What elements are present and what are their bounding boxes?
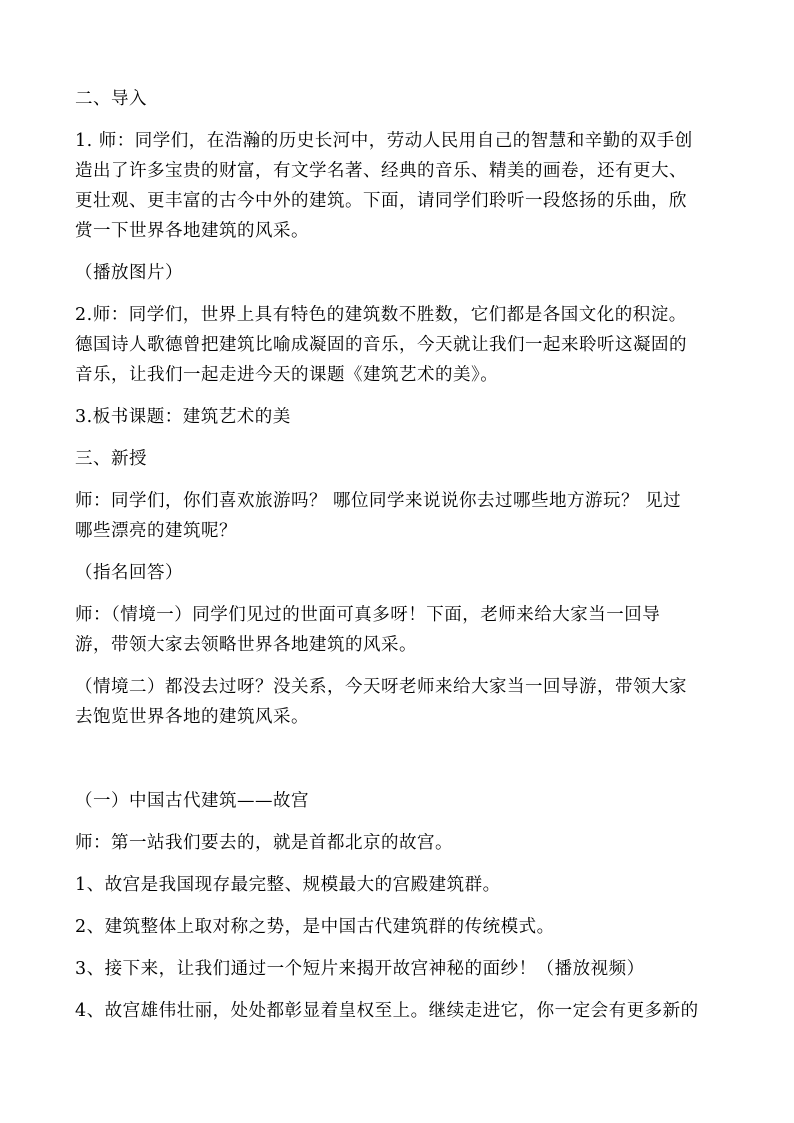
subsection-heading-forbidden-city: （一）中国古代建筑——故宫	[75, 791, 309, 811]
paragraph-name-answer: （指名回答）	[75, 563, 183, 583]
paragraph-teacher-architecture: 2.师：同学们，世界上具有特色的建筑数不胜数，它们都是各国文化的积淀。 德国诗人歌德曾把建筑比喻成凝固的音乐，今天就让我们一起来聆听这凝固的 音乐，让我们一起走进今天的课题《建筑艺术的美》。	[75, 305, 687, 385]
list-item-2: 2、建筑整体上取对称之势，是中国古代建筑群的传统模式。	[75, 917, 555, 937]
paragraph-scenario-one: 师：（情境一）同学们见过的世面可真多呀！下面，老师来给大家当一回导 游，带领大家去领略世界各地建筑的风采。	[75, 605, 661, 655]
blank-spacer	[75, 744, 723, 786]
section-heading-new-lesson: 三、新授	[75, 449, 147, 469]
document-page	[75, 84, 723, 1038]
list-item-4: 4、故宫雄伟壮丽，处处都彰显着皇权至上。继续走进它，你一定会有更多新的	[75, 1001, 699, 1021]
paragraph-board-topic: 3.板书课题：建筑艺术的美	[75, 407, 291, 427]
paragraph-teacher-intro: 1. 师：同学们，在浩瀚的历史长河中，劳动人民用自己的智慧和辛勤的双手创 造出了许多宝贵的财富，有文学名著、经典的音乐、精美的画卷，还有更大、 更壮观、更丰富的古今中外的建筑。下面，请同学们聆听一段悠扬的乐曲，欣 赏一下世界各地建筑的风采。	[75, 131, 693, 241]
paragraph-play-images: （播放图片）	[75, 263, 183, 283]
paragraph-teacher-travel-question: 师：同学们，你们喜欢旅游吗？ 哪位同学来说说你去过哪些地方游玩？ 见过 哪些漂亮的建筑呢？	[75, 491, 682, 541]
section-heading-intro: 二、导入	[75, 89, 147, 109]
list-item-1: 1、故宫是我国现存最完整、规模最大的宫殿建筑群。	[75, 875, 501, 895]
list-item-3: 3、接下来，让我们通过一个短片来揭开故宫神秘的面纱！（播放视频）	[75, 959, 645, 979]
paragraph-first-stop: 师：第一站我们要去的，就是首都北京的故宫。	[75, 833, 453, 853]
paragraph-scenario-two: （情境二）都没去过呀？没关系，今天呀老师来给大家当一回导游，带领大家 去饱览世界各地的建筑风采。	[75, 677, 687, 727]
